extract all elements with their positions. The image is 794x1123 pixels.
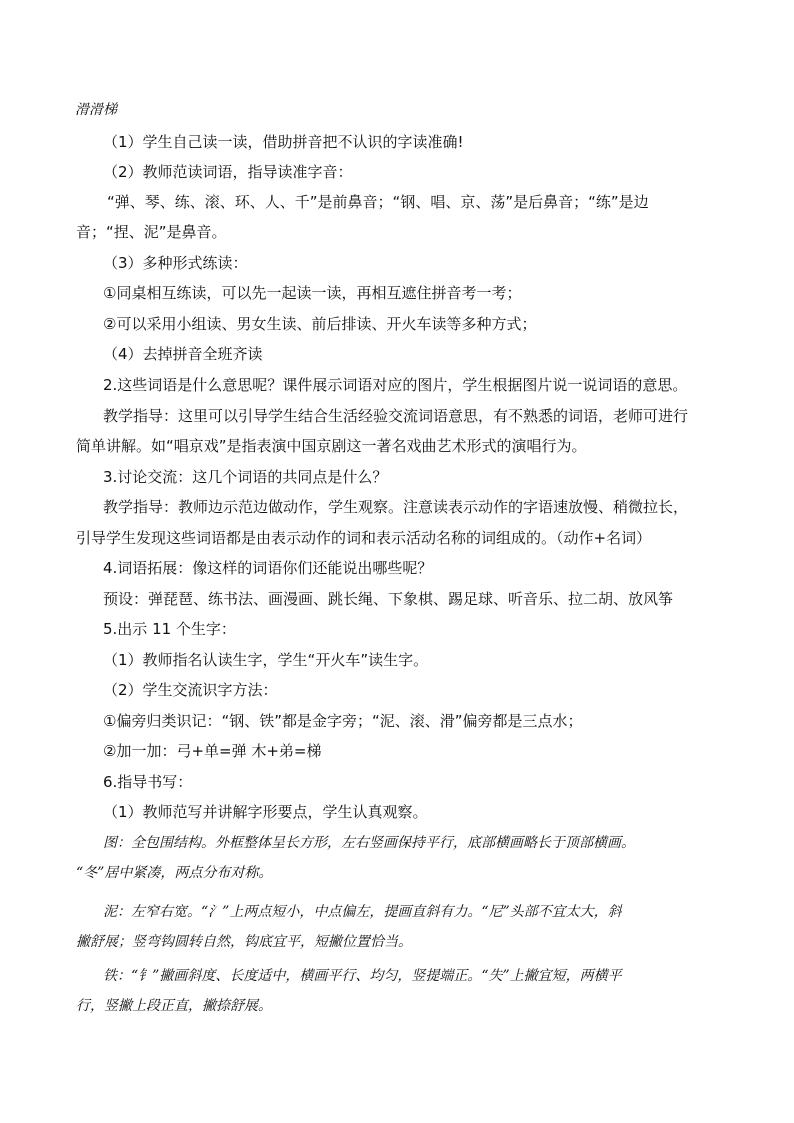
paragraph-line: 行，竖撇上段正直，撇捺舒展。 (76, 998, 272, 1014)
paragraph-line: （1）教师范写并讲解字形要点，学生认真观察。 (103, 803, 428, 821)
paragraph-line: 2.这些词语是什么意思呢？课件展示词语对应的图片，学生根据图片说一说词语的意思。 (103, 376, 688, 394)
paragraph-line: “冬”居中紧凑，两点分布对称。 (76, 865, 273, 881)
paragraph-line: ①偏旁归类识记：“钢、铁”都是金字旁；“泥、滚、滑”偏旁都是三点水； (103, 712, 583, 730)
paragraph-line: 教学指导：教师边示范边做动作，学生观察。注意读表示动作的字语速放慢、稍微拉长， (103, 498, 689, 516)
paragraph-line: （1）教师指名认读生字，学生“开火车”读生字。 (103, 651, 429, 669)
paragraph-line: （3）多种形式练读： (103, 254, 248, 272)
paragraph-line: （1）学生自己读一读，借助拼音把不认识的字读准确! (103, 133, 464, 151)
paragraph-line: 铁：“钅”撇画斜度、长度适中，横画平行、均匀，竖提端正。“失”上撇宜短，两横平 (103, 968, 622, 984)
paragraph-line: 3.讨论交流：这几个词语的共同点是什么？ (103, 468, 388, 486)
paragraph-line: （2）学生交流识字方法： (103, 681, 278, 699)
paragraph-line: 撇舒展；竖弯钩圆转自然，钩底宜平，短撇位置恰当。 (76, 934, 412, 950)
paragraph-line: 简单讲解。如“唱京戏”是指表演中国京剧这一著名戏曲艺术形式的演唱行为。 (76, 437, 587, 455)
paragraph-line: ②可以采用小组读、男女生读、前后排读、开火车读等多种方式； (103, 315, 537, 333)
paragraph-line: 教学指导：这里可以引导学生结合生活经验交流词语意思，有不熟悉的词语，老师可进行 (103, 407, 689, 425)
paragraph-line: （4）去掉拼音全班齐读 (103, 345, 263, 363)
paragraph-line: 4.词语拓展：像这样的词语你们还能说出哪些呢？ (103, 559, 433, 577)
paragraph-line: ②加一加：弓+单=弹 木+弟=梯 (103, 742, 322, 760)
paragraph-line: “弹、琴、练、滚、环、人、千”是前鼻音；“钢、唱、京、荡”是后鼻音；“练”是边 (107, 193, 649, 211)
paragraph-line: （2）教师范读词语，指导读准字音： (103, 163, 353, 181)
paragraph-line: 引导学生发现这些词语都是由表示动作的词和表示活动名称的词组成的。（动作+名词） (76, 529, 652, 547)
heading-word: 滑滑梯 (75, 102, 117, 118)
paragraph-line: 5.出示 11 个生字： (103, 620, 236, 638)
paragraph-line: ①同桌相互练读，可以先一起读一读，再相互遮住拼音考一考； (103, 284, 522, 302)
paragraph-line: 音；“捏、泥”是鼻音。 (76, 223, 227, 241)
paragraph-line: 预设：弹琵琶、练书法、画漫画、跳长绳、下象棋、踢足球、听音乐、拉二胡、放风筝 (103, 590, 674, 608)
paragraph-line: 6.指导书写： (103, 773, 193, 791)
paragraph-line: 泥：左窄右宽。“氵”上两点短小，中点偏左，提画直斜有力。“尼”头部不宜太大，斜 (103, 904, 622, 920)
paragraph-line: 图：全包围结构。外框整体呈长方形，左右竖画保持平行，底部横画略长于顶部横画。 (103, 835, 635, 851)
